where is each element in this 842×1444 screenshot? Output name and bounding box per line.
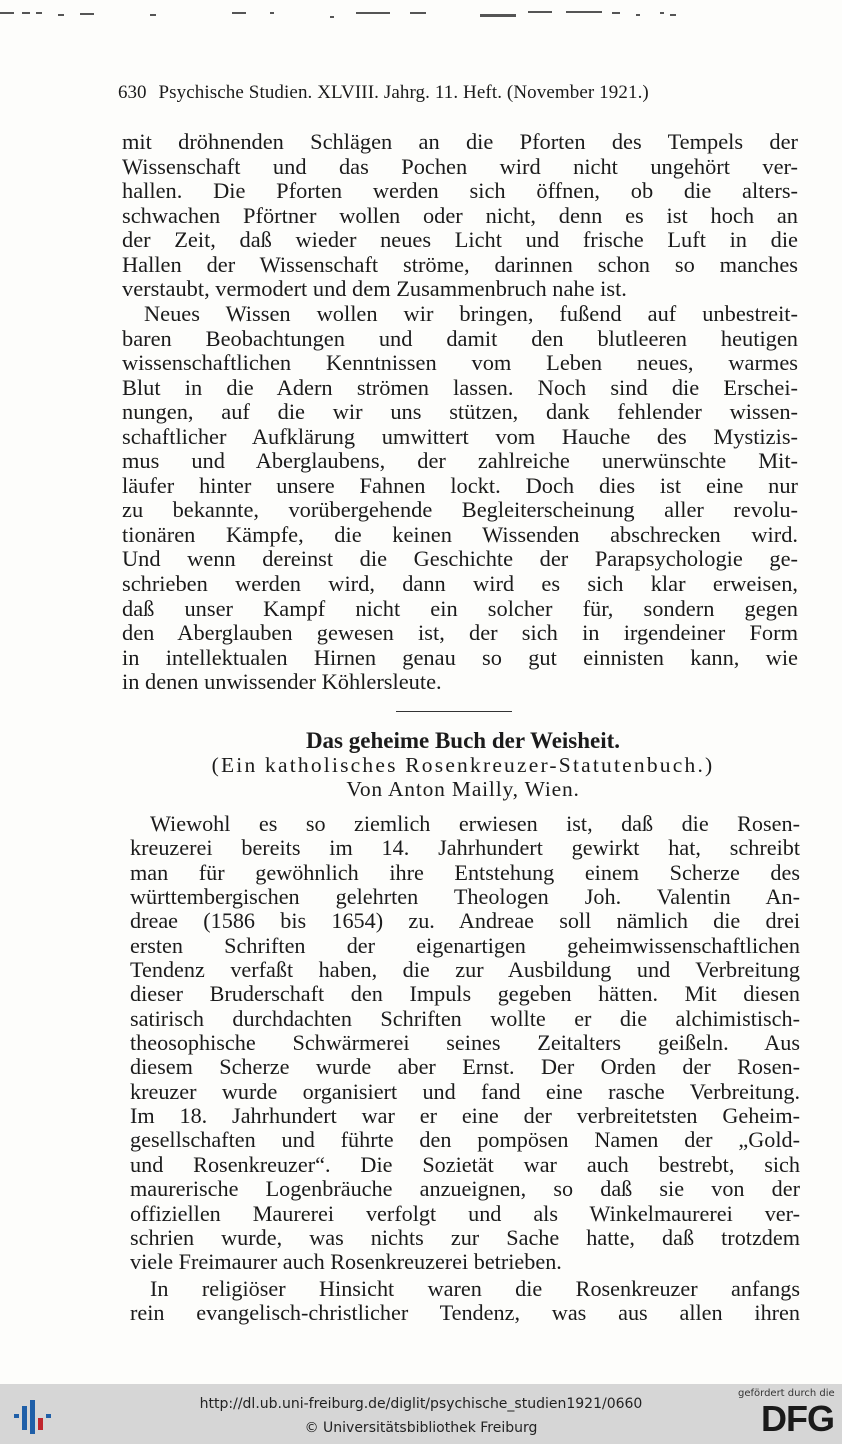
article-author: Von Anton Mailly, Wien. (346, 777, 580, 801)
running-title: Psychische Studien. XLVIII. Jahrg. 11. Heft. (November 1921.) (158, 82, 649, 103)
text-line: ersten Schriften der eigenartigen geheimwissenschaftlichen (130, 932, 800, 958)
article-title: Das geheime Buch der Weisheit. (305, 728, 621, 753)
text-line: Wissenschaft und das Pochen wird nicht ungehört ver- (122, 153, 798, 179)
text-line: Im 18. Jahrhundert war er eine der verbreitetsten Geheim- (130, 1103, 800, 1129)
copyright-notice: © Universitätsbibliothek Freiburg (304, 1420, 538, 1436)
text-line: schrieben werden wird, dann wird es sich klar erweisen, (122, 571, 798, 597)
text-line: offiziellen Maurerei verfolgt und als Winkelmaurerei ver- (130, 1200, 800, 1226)
article-subtitle: (Ein katholisches Rosenkreuzer-Statutenbuch.) (211, 753, 715, 777)
paragraph-3 (130, 812, 800, 1275)
text-line: satirisch durchdachten Schriften wollte er die alchimistisch- (130, 1005, 800, 1031)
text-line: daß unser Kampf nicht ein solcher für, sondern gegen (122, 595, 798, 621)
text-line: gesellschaften und führte den pompösen Namen der „Gold- (130, 1127, 800, 1153)
text-line: wissenschaftlichen Kenntnissen vom Leben neues, warmes (122, 350, 798, 376)
text-line: In religiöser Hinsicht waren die Rosenkreuzer anfangs (150, 1276, 800, 1301)
text-line: Neues Wissen wollen wir bringen, fußend auf unbestreit- (144, 301, 798, 326)
text-line: theosophische Schwärmerei seines Zeitalters geißeln. Aus (130, 1030, 800, 1056)
text-line: in intellektualen Hirnen genau so gut einnisten kann, wie (122, 644, 798, 670)
text-line: der Zeit, daß wieder neues Licht und frische Luft in die (122, 227, 798, 253)
paragraph-4 (130, 1277, 800, 1326)
text-line: verstaubt, vermodert und dem Zusammenbruch nahe ist. (122, 276, 627, 302)
text-line: zu bekannte, vorübergehende Begleiterscheinung aller revolu- (122, 497, 798, 523)
text-line: Tendenz verfaßt haben, die zur Ausbildung und Verbreitung (130, 957, 800, 983)
text-line: Wiewohl es so ziemlich erwiesen ist, daß die Rosen- (150, 811, 800, 836)
text-line: diesem Scherze wurde aber Ernst. Der Orden der Rosen- (130, 1054, 800, 1080)
dfg-funding-badge (738, 1388, 834, 1442)
funding-caption: gefördert durch die (738, 1388, 835, 1399)
text-line: tionären Kämpfe, die keinen Wissenden abschrecken wird. (122, 521, 798, 547)
text-line: schrien wurde, was nichts zur Sache hatte, daß trotzdem (130, 1224, 800, 1250)
text-line: und Rosenkreuzer“. Die Sozietät war auch bestrebt, sich (130, 1151, 800, 1177)
text-line: man für gewöhnlich ihre Entstehung einem Scherze des (130, 859, 800, 885)
text-line: dreae (1586 bis 1654) zu. Andreae soll nämlich die drei (130, 908, 800, 934)
text-line: Blut in die Adern strömen lassen. Noch sind die Erschei- (122, 374, 798, 400)
text-line: maurerische Logenbräuche anzueignen, so daß sie von der (130, 1176, 800, 1202)
paragraph-2 (122, 302, 798, 695)
text-line: mit dröhnenden Schlägen an die Pforten des Tempels der (122, 129, 798, 154)
text-line: schwachen Pförtner wollen oder nicht, denn es ist hoch an (122, 202, 798, 228)
text-line: viele Freimaurer auch Rosenkreuzerei betrieben. (130, 1249, 562, 1275)
text-line: kreuzerei bereits im 14. Jahrhundert gewirkt hat, schreibt (130, 835, 800, 861)
section-divider (396, 711, 512, 712)
text-line: schaftlicher Aufklärung umwittert vom Hauche des Mystizis- (122, 423, 798, 449)
running-header (118, 82, 758, 110)
text-line: läufer hinter unsere Fahnen lockt. Doch dies ist eine nur (122, 472, 798, 498)
source-url-link[interactable]: http://dl.ub.uni-freiburg.de/diglit/psychische_studien1921/0660 (199, 1396, 643, 1412)
text-line: Und wenn dereinst die Geschichte der Parapsychologie ge- (122, 546, 798, 572)
text-line: dieser Bruderschaft den Impuls gegeben hätten. Mit diesen (130, 981, 800, 1007)
text-line: nungen, auf die wir uns stützen, dank fehlender wissen- (122, 399, 798, 425)
viewer-footer (0, 1384, 842, 1444)
text-line: württembergischen gelehrten Theologen Joh. Valentin An- (130, 884, 800, 910)
scan-noise-marks (0, 0, 842, 40)
text-line: hallen. Die Pforten werden sich öffnen, ob die alters- (122, 178, 798, 204)
text-line: baren Beobachtungen und damit den blutleeren heutigen (122, 325, 798, 351)
text-line: mus und Aberglaubens, der zahlreiche unerwünschte Mit- (122, 448, 798, 474)
paragraph-1 (122, 130, 798, 302)
text-line: kreuzer wurde organisiert und fand eine rasche Verbreitung. (130, 1078, 800, 1104)
text-line: rein evangelisch-christlicher Tendenz, was aus allen ihren (130, 1300, 800, 1326)
page-number: 630 (118, 82, 147, 103)
dfg-logo: DFG (761, 1398, 834, 1439)
text-line: den Aberglauben gewesen ist, der sich in irgendeiner Form (122, 620, 798, 646)
text-line: Hallen der Wissenschaft ströme, darinnen schon so manches (122, 251, 798, 277)
text-line: in denen unwissender Köhlersleute. (122, 669, 442, 695)
